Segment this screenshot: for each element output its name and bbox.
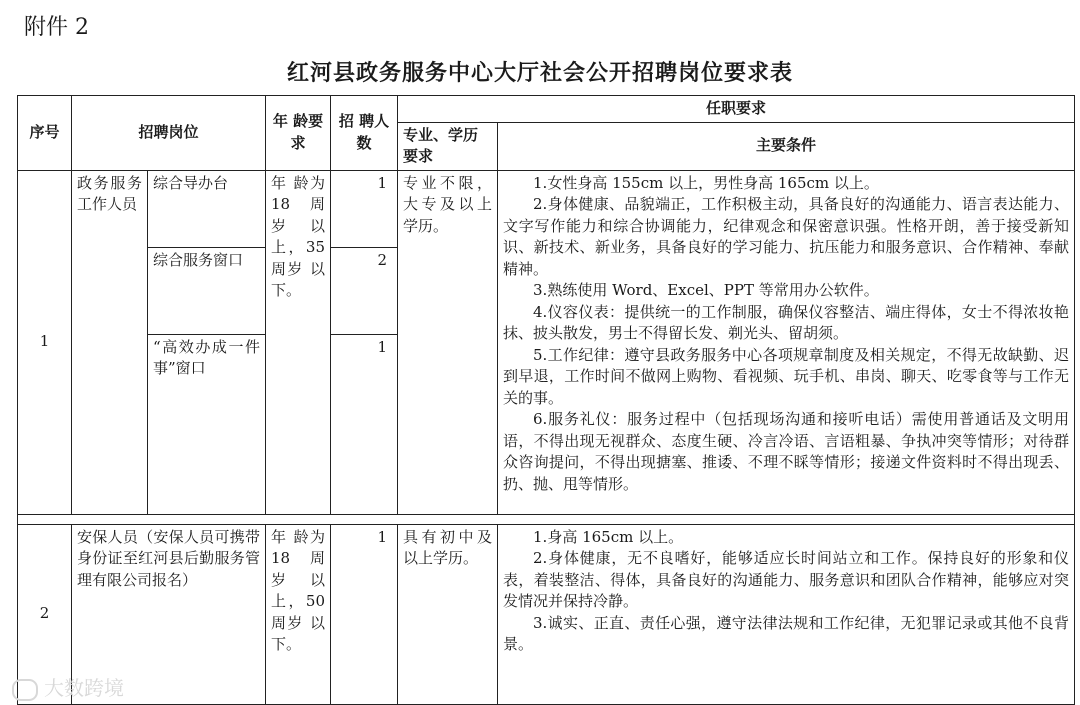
header-age: 年 龄要求 [266, 96, 331, 171]
header-requirements: 任职要求 [398, 96, 1075, 123]
row1-count-1: 1 [331, 170, 398, 247]
row1-condition-6: 6.服务礼仪：服务过程中（包括现场沟通和接听电话）需使用普通话及文明用语，不得出现无视群众、态度生硬、冷言冷语、言语粗暴、争执冲突等情形；对待群众咨询提问，不得出现搪塞、推诿、不理不睬等情形；接递文件资料时不得出现丢、扔、抛、甩等情形。 [503, 410, 1069, 493]
header-major: 专业、学历要求 [398, 122, 498, 170]
header-conditions: 主要条件 [498, 122, 1075, 170]
row1-count-3: 1 [331, 334, 398, 514]
row2-seq: 2 [18, 524, 72, 704]
watermark [12, 672, 124, 701]
row-separator [18, 514, 1075, 524]
attachment-label: 附件 2 [24, 15, 89, 40]
row1-seq: 1 [18, 170, 72, 514]
row2-condition-3: 3.诚实、正直、责任心强，遵守法律法规和工作纪律，无犯罪记录或其他不良背景。 [503, 613, 1069, 653]
row1-subposition-2: 综合服务窗口 [148, 247, 266, 334]
row1-condition-5: 5.工作纪律：遵守县政务服务中心各项规章制度及相关规定，不得无故缺勤、迟到早退，工作时间不做网上购物、看视频、玩手机、串岗、聊天、吃零食等与工作无关的事。 [503, 345, 1069, 407]
row1-condition-3: 3.熟练使用 Word、Excel、PPT 等常用办公软件。 [533, 281, 879, 299]
row1-condition-1: 1.女性身高 155cm 以上，男性身高 165cm 以上。 [533, 173, 879, 192]
row2-category: 安保人员（安保人员可携带身份证至红河县后勤服务管理有限公司报名） [72, 524, 266, 704]
row2-count: 1 [331, 524, 398, 704]
watermark-text: 大数跨境 [44, 676, 124, 700]
document-title: 红河县政务服务中心大厅社会公开招聘岗位要求表 [286, 60, 793, 86]
row1-subposition-3: “高效办成一件事”窗口 [148, 334, 266, 514]
row2-conditions [498, 524, 1075, 704]
header-count: 招 聘人数 [331, 96, 398, 171]
row1-subposition-1: 综合导办台 [148, 170, 266, 247]
row1-condition-2: 2.身体健康、品貌端正，工作积极主动，具备良好的沟通能力、语言表达能力、文字写作能力和综合协调能力，纪律观念和保密意识强。性格开朗，善于接受新知识、新技术、新业务，具备良好的学习能力、抗压能力和服务意识、合作精神、奉献精神。 [503, 195, 1069, 278]
row1-conditions [498, 170, 1075, 514]
header-position: 招聘岗位 [72, 96, 266, 171]
row1-age: 年 龄为 18 周 岁以上，35 周岁 以下。 [266, 170, 331, 514]
row2-age: 年 龄为 18 周 岁以上，50 周岁 以下。 [266, 524, 331, 704]
row1-major: 专业不限，大专及以上学历。 [398, 170, 498, 514]
row1-condition-4: 4.仪容仪表：提供统一的工作制服，确保仪容整洁、端庄得体，女士不得浓妆艳抹、披头散发，男士不得留长发、剃光头、留胡须。 [503, 302, 1069, 342]
row1-count-2: 2 [331, 247, 398, 334]
row2-condition-2: 2.身体健康，无不良嗜好，能够适应长时间站立和工作。保持良好的形象和仪表，着装整洁、得体，具备良好的沟通能力、服务意识和团队合作精神，能够应对突发情况并保持冷静。 [503, 549, 1069, 610]
header-seq: 序号 [18, 96, 72, 171]
row2-condition-1: 1.身高 165cm 以上。 [533, 527, 684, 546]
row2-major: 具有初中及以上学历。 [398, 524, 498, 704]
watermark-logo-icon [12, 679, 38, 701]
row1-category: 政务服务工作人员 [72, 170, 148, 514]
recruitment-table [17, 95, 1075, 705]
